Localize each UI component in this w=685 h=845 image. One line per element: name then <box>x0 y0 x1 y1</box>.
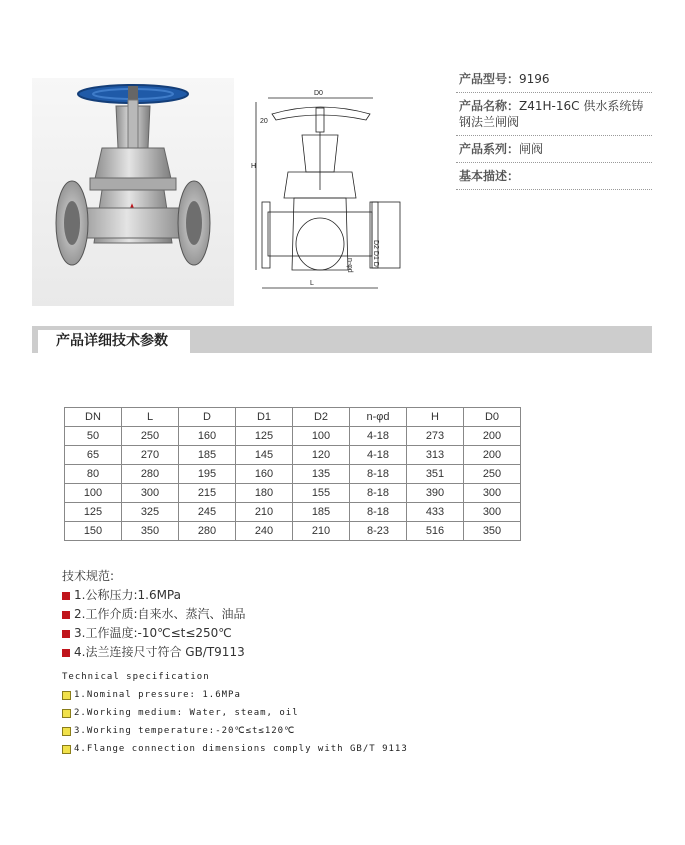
desc-label: 基本描述： <box>459 169 520 183</box>
table-cell: 300 <box>464 503 521 522</box>
table-cell: 65 <box>65 446 122 465</box>
table-cell: 125 <box>65 503 122 522</box>
table-cell: 8-18 <box>350 503 407 522</box>
table-cell: 300 <box>122 484 179 503</box>
list-item <box>62 686 408 704</box>
table-cell: 4-18 <box>350 427 407 446</box>
table-cell: 350 <box>464 522 521 541</box>
table-cell: 313 <box>407 446 464 465</box>
product-info <box>456 66 652 190</box>
yellow-square-icon <box>62 727 71 736</box>
label-h: H <box>251 163 257 170</box>
table-cell: 215 <box>179 484 236 503</box>
list-item-text: 4.法兰连接尺寸符合 GB/T9113 <box>74 645 245 659</box>
table-header-row <box>65 408 521 427</box>
table-cell: 8-23 <box>350 522 407 541</box>
table-cell: 351 <box>407 465 464 484</box>
label-l: L <box>310 280 314 287</box>
label-nphi: n-φd <box>346 258 353 273</box>
name-value: Z41H-16C 供水系统铸钢法兰闸阀 <box>459 99 644 129</box>
list-item <box>62 643 246 662</box>
table-cell: 135 <box>293 465 350 484</box>
header-cell: D2 <box>293 408 350 427</box>
table-cell: 195 <box>179 465 236 484</box>
table-cell: 200 <box>464 427 521 446</box>
table-cell: 516 <box>407 522 464 541</box>
desc-row <box>456 163 652 190</box>
table-cell: 240 <box>236 522 293 541</box>
tech-spec-en <box>62 668 408 758</box>
table-cell: 160 <box>179 427 236 446</box>
table-cell: 185 <box>293 503 350 522</box>
model-row <box>456 66 652 93</box>
table-cell: 150 <box>65 522 122 541</box>
table-cell: 350 <box>122 522 179 541</box>
table-cell: 120 <box>293 446 350 465</box>
table-cell: 210 <box>236 503 293 522</box>
technical-drawing <box>248 80 418 295</box>
table-cell: 250 <box>122 427 179 446</box>
header-cell: DN <box>65 408 122 427</box>
product-photo <box>32 78 234 306</box>
header-cell: D1 <box>236 408 293 427</box>
spec-table <box>64 407 521 541</box>
list-item <box>62 722 408 740</box>
label-dims: D2 D1 D <box>372 240 379 267</box>
name-label: 产品名称： <box>459 99 520 113</box>
red-square-icon <box>62 630 70 638</box>
table-cell: 145 <box>236 446 293 465</box>
header-cell: H <box>407 408 464 427</box>
table-row <box>65 503 521 522</box>
table-cell: 50 <box>65 427 122 446</box>
table-cell: 125 <box>236 427 293 446</box>
series-row <box>456 136 652 163</box>
table-cell: 100 <box>65 484 122 503</box>
gate-valve-image <box>32 78 234 306</box>
table-cell: 280 <box>122 465 179 484</box>
table-cell: 200 <box>464 446 521 465</box>
tech-spec-cn-heading: 技术规范: <box>62 569 115 583</box>
table-cell: 8-18 <box>350 484 407 503</box>
table-row <box>65 465 521 484</box>
table-cell: 300 <box>464 484 521 503</box>
list-item-text: 3.Working temperature:-20℃≤t≤120℃ <box>74 726 296 736</box>
yellow-square-icon <box>62 745 71 754</box>
table-row <box>65 427 521 446</box>
table-cell: 210 <box>293 522 350 541</box>
table-cell: 100 <box>293 427 350 446</box>
red-square-icon <box>62 592 70 600</box>
list-item <box>62 586 246 605</box>
table-cell: 4-18 <box>350 446 407 465</box>
table-cell: 180 <box>236 484 293 503</box>
header-cell: L <box>122 408 179 427</box>
list-item-text: 2.Working medium: Water, steam, oil <box>74 708 299 718</box>
table-cell: 80 <box>65 465 122 484</box>
list-item <box>62 704 408 722</box>
table-row <box>65 484 521 503</box>
table-cell: 8-18 <box>350 465 407 484</box>
table-cell: 185 <box>179 446 236 465</box>
name-row <box>456 93 652 136</box>
table-cell: 390 <box>407 484 464 503</box>
model-label: 产品型号： <box>459 72 520 86</box>
list-item <box>62 624 246 643</box>
header-cell: D <box>179 408 236 427</box>
table-cell: 270 <box>122 446 179 465</box>
table-cell: 155 <box>293 484 350 503</box>
list-item-text: 1.Nominal pressure: 1.6MPa <box>74 690 241 700</box>
label-d0: D0 <box>314 90 323 97</box>
series-label: 产品系列： <box>459 142 520 156</box>
table-row <box>65 522 521 541</box>
model-value: 9196 <box>519 72 550 86</box>
table-cell: 250 <box>464 465 521 484</box>
tech-spec-en-heading: Technical specification <box>62 672 210 682</box>
table-row <box>65 446 521 465</box>
header-cell: n-φd <box>350 408 407 427</box>
tech-spec-cn <box>62 567 246 662</box>
table-cell: 273 <box>407 427 464 446</box>
section-title: 产品详细技术参数 <box>38 330 190 353</box>
list-item <box>62 740 408 758</box>
yellow-square-icon <box>62 709 71 718</box>
list-item-text: 4.Flange connection dimensions comply with GB/T 9113 <box>74 744 408 754</box>
table-cell: 433 <box>407 503 464 522</box>
list-item <box>62 605 246 624</box>
yellow-square-icon <box>62 691 71 700</box>
label-20: 20 <box>260 118 268 125</box>
list-item-text: 3.工作温度:-10℃≤t≤250℃ <box>74 626 232 640</box>
red-square-icon <box>62 649 70 657</box>
list-item-text: 1.公称压力:1.6MPa <box>74 588 181 602</box>
series-value: 闸阀 <box>519 142 544 156</box>
list-item-text: 2.工作介质:自来水、蒸汽、油品 <box>74 607 246 621</box>
table-cell: 160 <box>236 465 293 484</box>
table-cell: 245 <box>179 503 236 522</box>
table-cell: 280 <box>179 522 236 541</box>
section-header <box>32 326 652 353</box>
red-square-icon <box>62 611 70 619</box>
header-cell: D0 <box>464 408 521 427</box>
table-cell: 325 <box>122 503 179 522</box>
